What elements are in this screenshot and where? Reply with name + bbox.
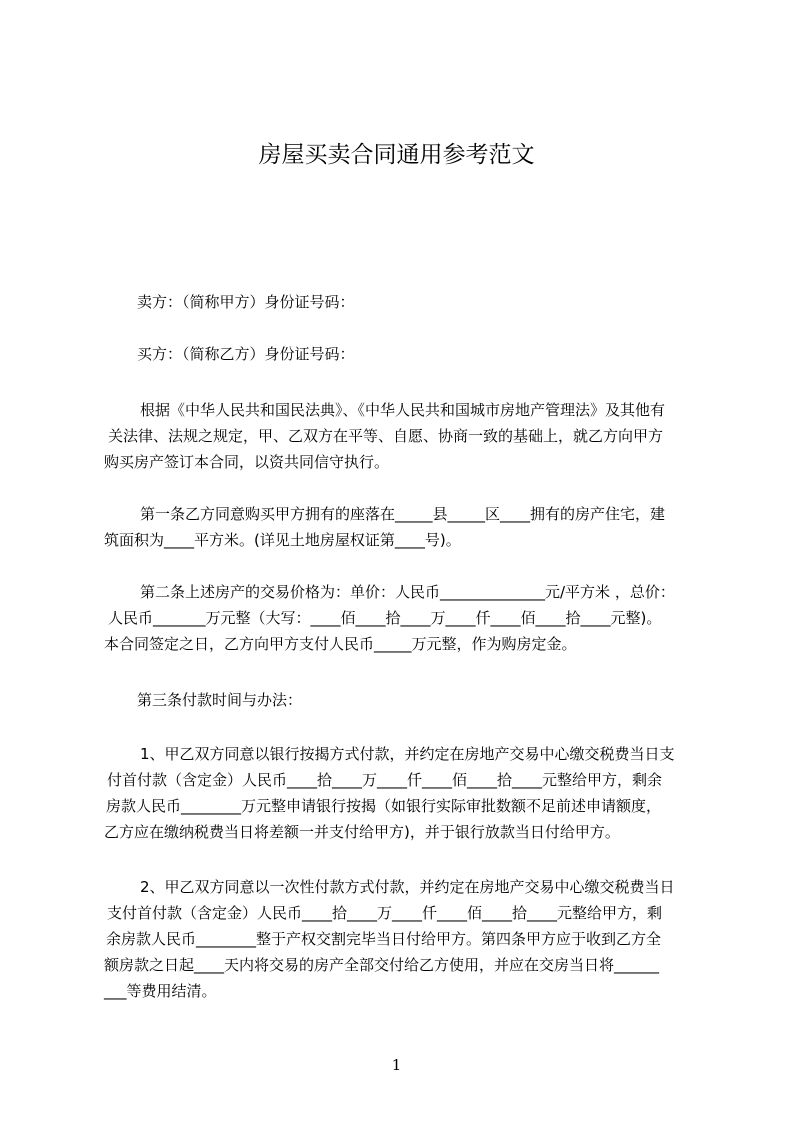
article-line: 第二条上述房产的交易价格为：单价：人民币______________元/平方米 ，总价： — [140, 583, 675, 601]
article-line: 本合同签定之日，乙方向甲方支付人民币_____万元整，作为购房定金。 — [104, 635, 577, 653]
item-line: 付首付款（含定金）人民币____拾____万____仟____佰____拾____元整给甲方，剩余 — [107, 771, 663, 789]
item-line: 乙方应在缴纳税费当日将差额一并支付给甲方)，并于银行放款当日付给甲方。 — [104, 823, 620, 841]
seller-line: 卖方：（简称甲方）身份证号码： — [137, 293, 355, 311]
page-number: 1 — [391, 1056, 402, 1074]
article-line: 筑面积为____平方米。(详见土地房屋权证第____号)。 — [104, 531, 461, 549]
item-line: 支付首付款（含定金）人民币____拾____万____仟____佰____拾____元整给甲方，剩 — [107, 904, 663, 922]
preamble-line: 购买房产签订本合同，以资共同信守执行。 — [104, 453, 390, 471]
article-line: 第一条乙方同意购买甲方拥有的座落在_____县_____区____拥有的房产住宅，建 — [140, 505, 666, 523]
item-line: ___等费用结清。 — [104, 982, 217, 1000]
preamble-line: 根据《中华人民共和国民法典》、《中华人民共和国城市房地产管理法》及其他有 — [140, 401, 666, 419]
article-line: 人民币_______万元整（大写：____佰____拾____万____仟____佰____拾____元整)。 — [108, 609, 662, 627]
item-line: 余房款人民币________整于产权交割完毕当日付给甲方。第四条甲方应于收到乙方全 — [106, 930, 662, 948]
preamble-line: 关法律、法规之规定，甲、乙双方在平等、自愿、协商一致的基础上，就乙方向甲方 — [108, 427, 664, 445]
article-3-heading: 第三条付款时间与办法： — [137, 691, 303, 709]
document-title: 房屋买卖合同通用参考范文 — [258, 142, 535, 168]
item-line: 2、甲乙双方同意以一次性付款方式付款，并约定在房地产交易中心缴交税费当日 — [140, 878, 675, 896]
item-line: 1、甲乙双方同意以银行按揭方式付款，并约定在房地产交易中心缴交税费当日支 — [140, 745, 675, 763]
item-line: 房款人民币________万元整申请银行按揭（如银行实际审批数额不足前述申请额度， — [106, 797, 662, 815]
buyer-line: 买方：（简称乙方）身份证号码： — [137, 345, 355, 363]
item-line: 额房款之日起____天内将交易的房产全部交付给乙方使用，并应在交房当日将______ — [104, 956, 660, 974]
